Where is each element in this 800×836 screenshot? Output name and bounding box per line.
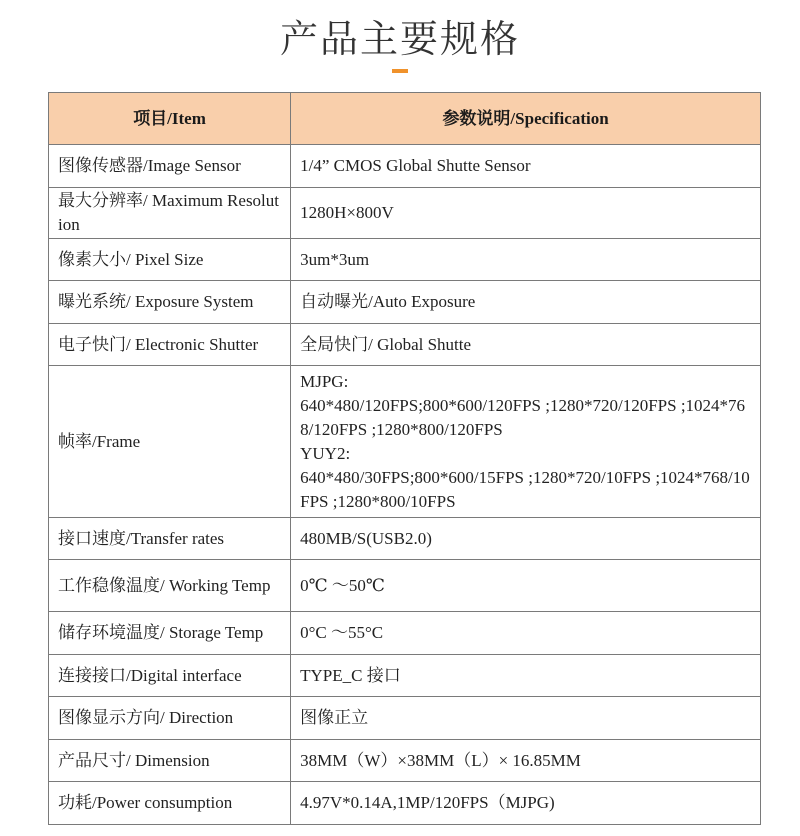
title-accent-bar <box>392 69 408 73</box>
table-row <box>49 782 761 825</box>
row-item-label: 功耗/Power consumption <box>49 782 291 825</box>
table-row <box>49 518 761 560</box>
row-item-label: 像素大小/ Pixel Size <box>49 239 291 281</box>
table-row <box>49 697 761 740</box>
row-spec-value: TYPE_C 接口 <box>291 655 761 697</box>
row-item-label: 图像传感器/Image Sensor <box>49 145 291 188</box>
table-row <box>49 740 761 782</box>
row-spec-value: 自动曝光/Auto Exposure <box>291 281 761 324</box>
row-item-label: 电子快门/ Electronic Shutter <box>49 324 291 366</box>
table-row <box>49 281 761 324</box>
table-row <box>49 324 761 366</box>
row-spec-value: 1/4” CMOS Global Shutte Sensor <box>291 145 761 188</box>
page-title: 产品主要规格 <box>279 17 520 61</box>
row-item-label: 连接接口/Digital interface <box>49 655 291 697</box>
row-spec-value: 图像正立 <box>291 697 761 740</box>
row-item-label: 储存环境温度/ Storage Temp <box>49 612 291 655</box>
row-item-label: 工作稳像温度/ Working Temp <box>49 560 291 612</box>
row-item-label: 曝光系统/ Exposure System <box>49 281 291 324</box>
table-row <box>49 612 761 655</box>
table-row <box>49 655 761 697</box>
spec-table <box>48 92 761 825</box>
row-spec-value: 0°C ～55°C <box>291 612 761 655</box>
table-row <box>49 560 761 612</box>
row-spec-value: 0℃ ～50℃ <box>291 560 761 612</box>
table-row <box>49 145 761 188</box>
row-spec-value: 3um*3um <box>291 239 761 281</box>
table-row <box>49 366 761 518</box>
row-item-label: 产品尺寸/ Dimension <box>49 740 291 782</box>
header-item: 项目/Item <box>49 93 291 145</box>
row-spec-value: 38MM（W）×38MM（L）× 16.85MM <box>291 740 761 782</box>
table-row <box>49 188 761 239</box>
header-spec: 参数说明/Specification <box>291 93 761 145</box>
row-item-label: 帧率/Frame <box>49 366 291 518</box>
row-item-label: 图像显示方向/ Direction <box>49 697 291 740</box>
row-spec-value: 1280H×800V <box>291 188 761 239</box>
row-spec-value: 全局快门/ Global Shutte <box>291 324 761 366</box>
table-header-row <box>49 93 761 145</box>
row-spec-value: 480MB/S(USB2.0) <box>291 518 761 560</box>
table-row <box>49 239 761 281</box>
row-item-label: 接口速度/Transfer rates <box>49 518 291 560</box>
row-spec-value: 4.97V*0.14A,1MP/120FPS（MJPG) <box>291 782 761 825</box>
row-spec-value: MJPG: 640*480/120FPS;800*600/120FPS ;1280*720/120FPS ;1024*768/120FPS ;1280*800/120FPS YUY2: 640*480/30FPS;800*600/15FPS ;1280*720/10FPS ;1024*768/10FPS ;1280*800/10FPS <box>291 366 761 518</box>
row-item-label: 最大分辨率/ Maximum Resolution <box>49 188 291 239</box>
